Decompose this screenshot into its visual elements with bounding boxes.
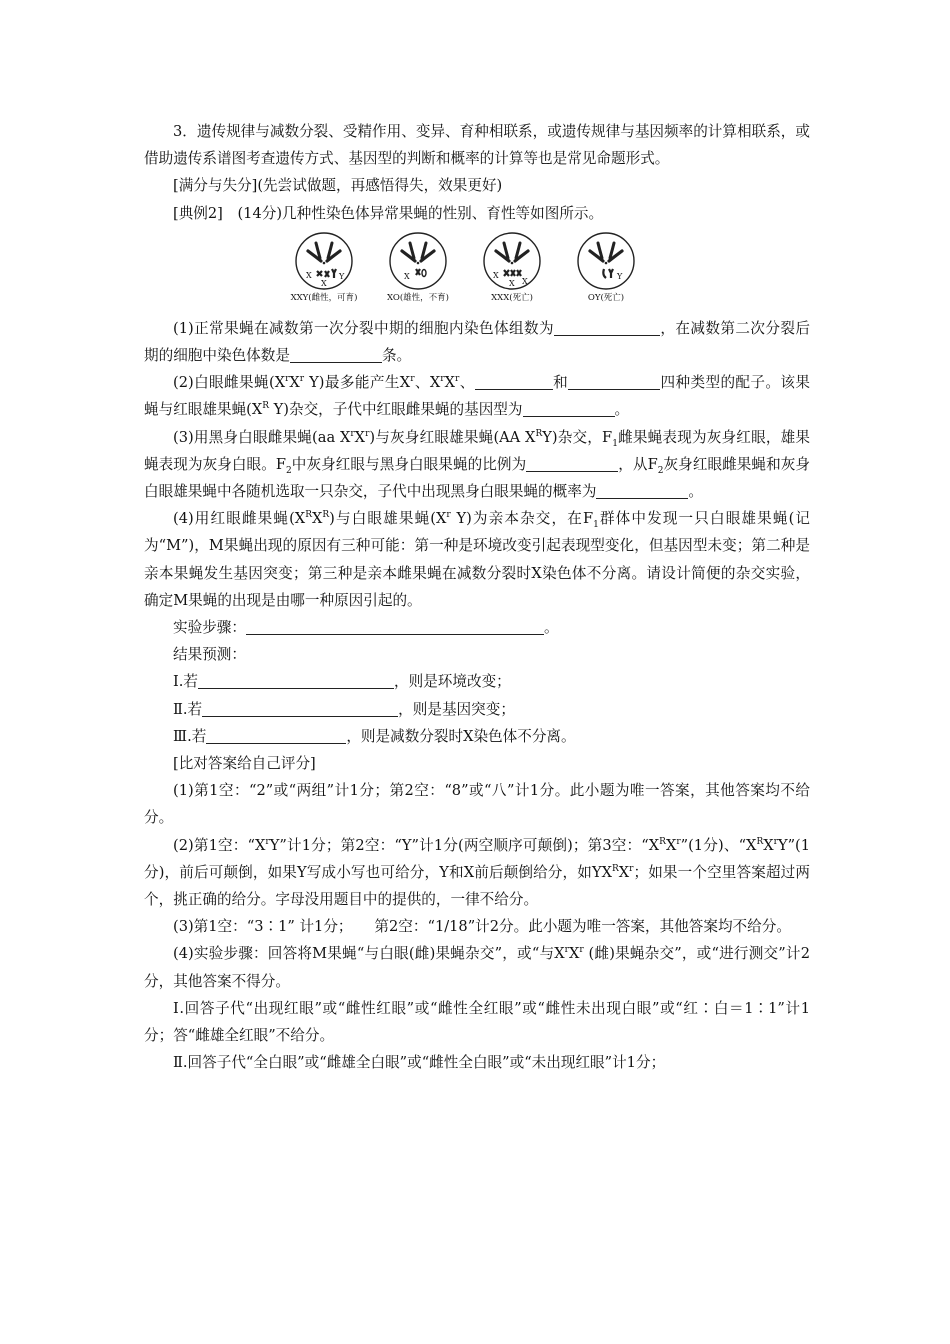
s2-sup: r: [676, 836, 681, 847]
q2-sup: r: [410, 374, 415, 385]
result-3-blank[interactable]: [206, 726, 346, 744]
s4-sup: r: [579, 945, 584, 956]
chrom-label: X: [493, 270, 499, 280]
scoring-4-result-1: Ⅰ.回答子代“出现红眼”或“雌性红眼”或“雌性全红眼”或“雌性未出现白眼”或“红∶白＝1∶1”计1分；答“雌雄全红眼”不给分。: [144, 999, 810, 1045]
q3-text: 。: [688, 483, 704, 501]
q2-text: 、: [459, 374, 475, 392]
q1-blank-2[interactable]: [290, 345, 382, 363]
s2-sup: r: [773, 836, 778, 847]
q4-sup: r: [446, 510, 451, 521]
s4-text: (雌)果蝇杂交”，或“进行测交”计2分，其他答案不得分。: [144, 945, 810, 990]
s4-text: (4)实验步骤：回答将M果蝇“与白眼(雌)果蝇杂交”，或“与X: [173, 945, 565, 963]
result-3: [144, 723, 810, 750]
q3-text: )与灰身红眼雄果蝇(AA X: [369, 428, 536, 446]
s2-text: X: [665, 836, 677, 854]
chrom-label: X: [404, 271, 410, 281]
result-2: [144, 696, 810, 723]
q3-text: Y)杂交，F: [542, 428, 613, 446]
q3-sub: 2: [657, 465, 664, 476]
q2-sup: r: [440, 374, 445, 385]
cell-caption: XXX(死亡): [491, 292, 533, 303]
q1-text-b: ，在减数第二次分裂后期的细胞中染色体数是: [144, 319, 810, 365]
result-1: [144, 668, 810, 695]
q2-sup: R: [262, 401, 270, 412]
steps-blank[interactable]: [246, 617, 544, 635]
chrom-label: X: [306, 270, 312, 280]
q3-sub: 2: [286, 465, 292, 476]
result-2-prefix: Ⅱ.若: [173, 700, 203, 718]
result-3-suffix: ，则是减数分裂时X染色体不分离。: [346, 727, 576, 745]
q2-text: X: [289, 374, 300, 392]
steps-end: 。: [543, 619, 559, 637]
s2-sup: r: [629, 864, 634, 875]
result-1-suffix: ，则是环境改变；: [394, 673, 511, 691]
q2-text: 和: [552, 374, 569, 392]
result-3-prefix: Ⅲ.若: [173, 727, 207, 745]
q4-text: (4)用红眼雌果蝇(X: [173, 510, 306, 528]
q2-text: Y)最多能产生X: [304, 374, 411, 392]
cell-caption: OY(死亡): [587, 292, 625, 303]
q2-blank-2[interactable]: [568, 372, 660, 390]
scoring-header: [比对答案给自己评分]: [173, 755, 316, 773]
q3-blank-1[interactable]: [526, 454, 618, 472]
q3-sup: R: [535, 428, 543, 439]
question-4: [144, 505, 810, 614]
question-2: [144, 369, 810, 423]
q3-text: 灰身红眼雌果蝇和灰身白眼雄果蝇中各随机选取一只杂交，子代中出现黑身白眼果蝇的概率为: [144, 455, 810, 501]
scoring-4: [144, 940, 810, 994]
chrom-label: Y: [339, 271, 345, 281]
intro-item-3: 3．遗传规律与减数分裂、受精作用、变异、育种相联系，或遗传规律与基因频率的计算相联系，或借助遗传系谱图考查遗传方式、基因型的判断和概率的计算等也是常见命题形式。: [144, 123, 810, 168]
chrom-label: Y: [617, 271, 623, 281]
q2-text: 、X: [414, 374, 441, 392]
q3-text: 中灰身红眼与黑身白眼果蝇的比例为: [291, 455, 527, 473]
cell-caption: XXY(雌性，可育): [290, 292, 358, 303]
q2-text: (2)白眼雌果蝇(X: [173, 374, 286, 392]
q4-sup: R: [322, 510, 330, 521]
cell-xxx: [462, 231, 562, 304]
q3-text: 雌果蝇表现为灰身红眼，雄果蝇表现为灰身白眼。F: [144, 428, 810, 473]
question-3: [144, 424, 810, 506]
s2-sup: R: [612, 864, 619, 875]
chromosome-figure: [144, 231, 810, 313]
s2-sup: r: [265, 836, 270, 847]
cell-oy: [556, 231, 656, 304]
q2-blank-1[interactable]: [475, 372, 553, 390]
s4-text: X: [568, 945, 580, 963]
example-stem: 几种性染色体异常果蝇的性别、育性等如图所示。: [282, 204, 604, 222]
q3-blank-2[interactable]: [596, 481, 688, 499]
cell-xo: [368, 231, 468, 304]
chrom-label: X: [321, 278, 327, 288]
q2-sup: r: [455, 374, 460, 385]
result-1-blank[interactable]: [198, 671, 394, 689]
result-1-prefix: Ⅰ.若: [173, 673, 198, 691]
steps-label: 实验步骤：: [173, 619, 246, 637]
s2-text: (2)第1空：“X: [173, 836, 266, 854]
question-1: [144, 315, 810, 369]
cell-xxx-drawing: [482, 231, 542, 291]
s2-text: ；如果一个空里答案超过两个，挑正确的给分。字母没用题目中的提供的，一律不给分。: [144, 863, 810, 909]
s2-sup: R: [659, 836, 666, 847]
q4-text: Y)为亲本杂交，在F: [450, 510, 594, 528]
q3-sup: r: [350, 428, 355, 439]
q2-sup: r: [285, 374, 290, 385]
result-2-blank[interactable]: [202, 699, 398, 717]
cell-xo-drawing: [388, 231, 448, 291]
q3-text: (3)用黑身白眼雌果蝇(aa X: [173, 428, 351, 446]
q1-text-c: 条。: [381, 347, 412, 365]
q1-blank-1[interactable]: [554, 318, 660, 336]
q2-sup: r: [299, 374, 305, 385]
q4-sup: R: [305, 510, 312, 521]
q4-text: )与白眼雄果蝇(X: [329, 510, 447, 528]
document-page: [144, 118, 810, 1077]
s2-text: Y”(1分)，前后可颠倒，如果Y写成小写也可给分，Y和X前后颠倒给分，如YX: [144, 836, 811, 881]
example-score: (14分): [237, 204, 283, 222]
scoring-3: (3)第1空：“3∶1” 计1分； 第2空：“1/18”计2分。此小题为唯一答案，其他答案均不给分。: [173, 918, 791, 936]
s2-sup: R: [756, 836, 764, 847]
q4-text: X: [311, 510, 323, 528]
s4-sup: r: [564, 945, 569, 956]
q2-text: 四种类型的配子。该果蝇与红眼雄果蝇(X: [144, 374, 810, 419]
q3-sub: 1: [612, 438, 618, 449]
cell-oy-drawing: [576, 231, 636, 291]
experiment-steps: [144, 614, 810, 641]
q3-sup: r: [365, 428, 370, 439]
section-full-marks: [满分与失分](先尝试做题，再感悟得失，效果更好): [173, 177, 503, 195]
scoring-2: [144, 832, 810, 914]
q2-text: 。: [614, 401, 630, 419]
q3-text: X: [354, 428, 366, 446]
q1-text-a: (1)正常果蝇在减数第一次分裂中期的细胞内染色体组数为: [173, 319, 555, 337]
chrom-label: X: [522, 276, 528, 286]
q4-text: 群体中发现一只白眼雄果蝇(记为“M”)，M果蝇出现的原因有三种可能：第一种是环境改变引起表现型变化，但基因型未变；第二种是亲本果蝇发生基因突变；第三种是亲本雌果蝇在减数分裂时X染色体不分离。请设计简便的杂交实验，确定M果蝇的出现是由哪一种原因引起的。: [144, 510, 811, 609]
q3-text: ，从F: [618, 455, 658, 473]
example-label: [典例2]: [173, 204, 223, 222]
cell-xxy-drawing: [294, 231, 354, 291]
s2-text: ”(1分)、“X: [680, 836, 757, 854]
q2-text: X: [444, 374, 455, 392]
q2-blank-3[interactable]: [523, 399, 615, 417]
scoring-1: (1)第1空：“2”或“两组”计1分；第2空：“8”或“八”计1分。此小题为唯一答案，其他答案均不给分。: [144, 782, 810, 827]
cell-caption: XO(雄性，不育): [386, 292, 449, 303]
q2-text: Y)杂交，子代中红眼雌果蝇的基因型为: [269, 401, 523, 419]
chrom-label: X: [509, 278, 515, 288]
q4-sub: 1: [593, 520, 599, 531]
cell-xxy: [274, 231, 374, 304]
result-2-suffix: ，则是基因突变；: [398, 700, 515, 718]
s2-text: Y”计1分；第2空：“Y”计1分(两空顺序可颠倒)；第3空：“X: [269, 836, 660, 854]
example-header: [144, 200, 810, 227]
result-prediction-label: 结果预测：: [173, 646, 246, 664]
s2-text: X: [618, 863, 630, 881]
s2-text: X: [763, 836, 774, 854]
scoring-4-result-2: Ⅱ.回答子代“全白眼”或“雌雄全白眼”或“雌性全白眼”或“未出现红眼”计1分；: [173, 1054, 666, 1072]
